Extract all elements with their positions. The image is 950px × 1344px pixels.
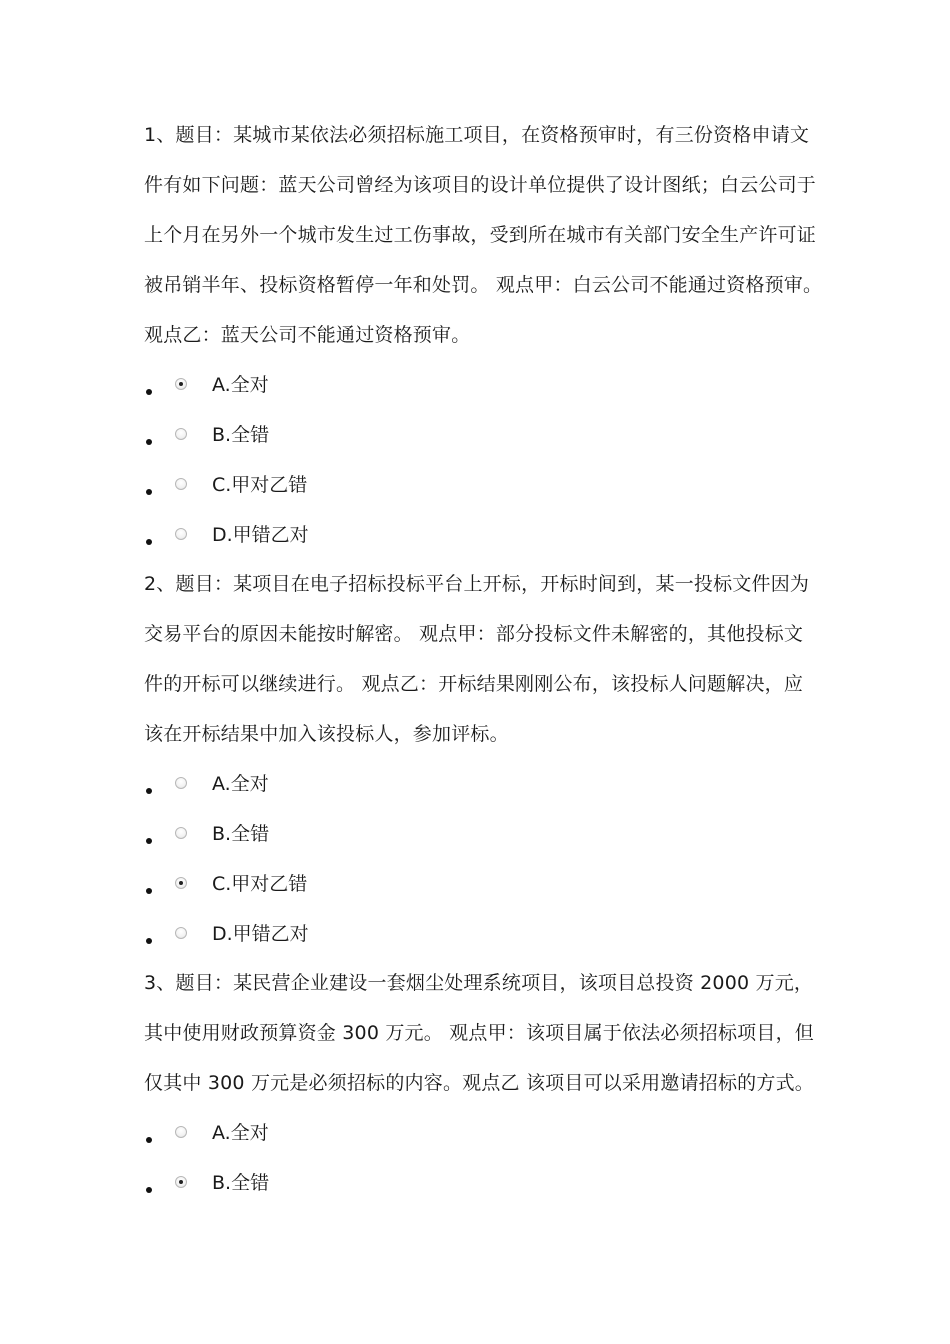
- question-2-option-a[interactable]: [144, 759, 812, 809]
- bullet-icon: [146, 439, 152, 445]
- question-3-option-b[interactable]: [144, 1158, 812, 1208]
- option-label: A.全对: [212, 374, 269, 396]
- bullet-icon: [146, 1137, 152, 1143]
- question-1-option-a[interactable]: [144, 360, 812, 410]
- question-3-line-2: 其中使用财政预算资金 300 万元。 观点甲：该项目属于依法必须招标项目，但: [144, 1022, 814, 1044]
- radio-button[interactable]: [175, 777, 187, 789]
- bullet-icon: [146, 938, 152, 944]
- question-1-option-c[interactable]: [144, 460, 812, 510]
- question-1-option-d[interactable]: [144, 510, 812, 560]
- option-label: B.全错: [212, 823, 270, 845]
- bullet-icon: [146, 489, 152, 495]
- option-label: A.全对: [212, 773, 269, 795]
- bullet-icon: [146, 788, 152, 794]
- option-label: A.全对: [212, 1122, 269, 1144]
- bullet-icon: [146, 888, 152, 894]
- question-2-option-c[interactable]: [144, 859, 812, 909]
- radio-button[interactable]: [175, 428, 187, 440]
- question-2-line-4: 该在开标结果中加入该投标人，参加评标。: [144, 723, 509, 745]
- question-2-option-b[interactable]: [144, 809, 812, 859]
- option-label: D.甲错乙对: [212, 524, 309, 546]
- radio-button[interactable]: [175, 877, 187, 889]
- radio-button[interactable]: [175, 1176, 187, 1188]
- question-1-line-5: 观点乙：蓝天公司不能通过资格预审。: [144, 324, 471, 346]
- question-1-line-3: 上个月在另外一个城市发生过工伤事故，受到所在城市有关部门安全生产许可证: [144, 224, 817, 246]
- question-1-line-4: 被吊销半年、投标资格暂停一年和处罚。 观点甲：白云公司不能通过资格预审。: [144, 274, 823, 296]
- question-1-line-2: 件有如下问题：蓝天公司曾经为该项目的设计单位提供了设计图纸；白云公司于: [144, 174, 817, 196]
- bullet-icon: [146, 838, 152, 844]
- radio-button[interactable]: [175, 927, 187, 939]
- question-2-line-1: 2、题目：某项目在电子招标投标平台上开标，开标时间到，某一投标文件因为: [144, 573, 810, 595]
- option-label: C.甲对乙错: [212, 873, 308, 895]
- question-2-line-3: 件的开标可以继续进行。 观点乙：开标结果刚刚公布，该投标人问题解决，应: [144, 673, 804, 695]
- option-label: B.全错: [212, 1172, 270, 1194]
- question-2: [144, 559, 812, 959]
- question-2-line-2: 交易平台的原因未能按时解密。 观点甲：部分投标文件未解密的，其他投标文: [144, 623, 804, 645]
- radio-button[interactable]: [175, 827, 187, 839]
- option-label: C.甲对乙错: [212, 474, 308, 496]
- question-2-option-d[interactable]: [144, 909, 812, 959]
- bullet-icon: [146, 539, 152, 545]
- question-3-line-1: 3、题目：某民营企业建设一套烟尘处理系统项目，该项目总投资 2000 万元，: [144, 972, 814, 994]
- question-1: [144, 110, 823, 560]
- radio-button[interactable]: [175, 478, 187, 490]
- option-label: B.全错: [212, 424, 270, 446]
- question-3: [144, 958, 812, 1208]
- question-3-line-3: 仅其中 300 万元是必须招标的内容。观点乙 该项目可以采用邀请招标的方式。: [144, 1072, 814, 1094]
- question-1-line-1: 1、题目：某城市某依法必须招标施工项目，在资格预审时，有三份资格申请文: [144, 124, 810, 146]
- option-label: D.甲错乙对: [212, 923, 309, 945]
- bullet-icon: [146, 389, 152, 395]
- radio-button[interactable]: [175, 1126, 187, 1138]
- bullet-icon: [146, 1187, 152, 1193]
- radio-button[interactable]: [175, 378, 187, 390]
- radio-button[interactable]: [175, 528, 187, 540]
- question-1-option-b[interactable]: [144, 410, 812, 460]
- question-3-option-a[interactable]: [144, 1108, 812, 1158]
